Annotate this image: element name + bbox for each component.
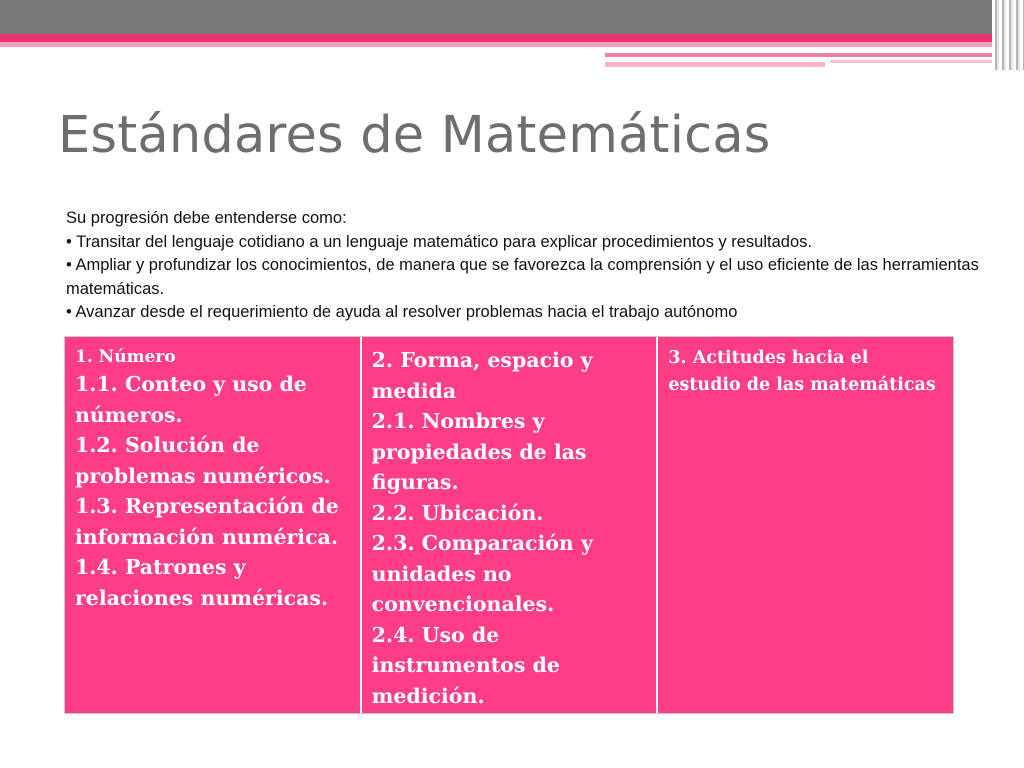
slide-title: Estándares de Matemáticas	[58, 106, 771, 165]
column-item: 2.4. Uso de instrumentos de medición.	[371, 622, 560, 708]
header-gray-bar	[0, 0, 1024, 34]
header-stripes-decoration	[992, 0, 1024, 70]
column-item: 1.4. Patrones y relaciones numéricas.	[75, 555, 329, 610]
intro-bullet: • Avanzar desde el requerimiento de ayuda al resolver problemas hacia el trabajo autónomo	[66, 303, 738, 321]
column-heading: 1. Número	[75, 347, 176, 367]
header-pink-bar	[0, 34, 1000, 42]
column-item: 2.2. Ubicación.	[371, 500, 544, 525]
intro-bullet: • Transitar del lenguaje cotidiano a un lenguaje matemático para explicar procedimientos y resultados.	[66, 232, 812, 251]
column-heading: 3. Actitudes hacia el estudio de las matemáticas	[668, 348, 936, 395]
column-item: 2.3. Comparación y unidades no convencionales.	[371, 531, 593, 616]
intro-bullet: • Ampliar y profundizar los conocimientos, de manera que se favorezca la comprensión y el uso eficiente de las herramientas matemáticas.	[66, 256, 979, 298]
column-item: 2.1. Nombres y propiedades de las figuras.	[371, 409, 587, 494]
header-accent-line-short	[605, 62, 825, 67]
column-item: 1.1. Conteo y uso de números.	[75, 372, 307, 427]
intro-text	[66, 207, 986, 325]
column-numero	[65, 337, 360, 713]
standards-table	[64, 336, 954, 714]
header-accent-line-thin	[830, 60, 995, 63]
column-forma-espacio-medida	[360, 337, 657, 713]
column-item: 1.3. Representación de información numérica.	[75, 494, 339, 549]
column-heading: 2. Forma, espacio y medida	[371, 348, 593, 403]
intro-line: Su progresión debe entenderse como:	[66, 209, 347, 227]
column-item: 1.2. Solución de problemas numéricos.	[75, 433, 331, 488]
header-light-pink-bar	[0, 42, 1000, 47]
column-actitudes	[656, 337, 953, 713]
header-accent-line	[605, 53, 995, 57]
